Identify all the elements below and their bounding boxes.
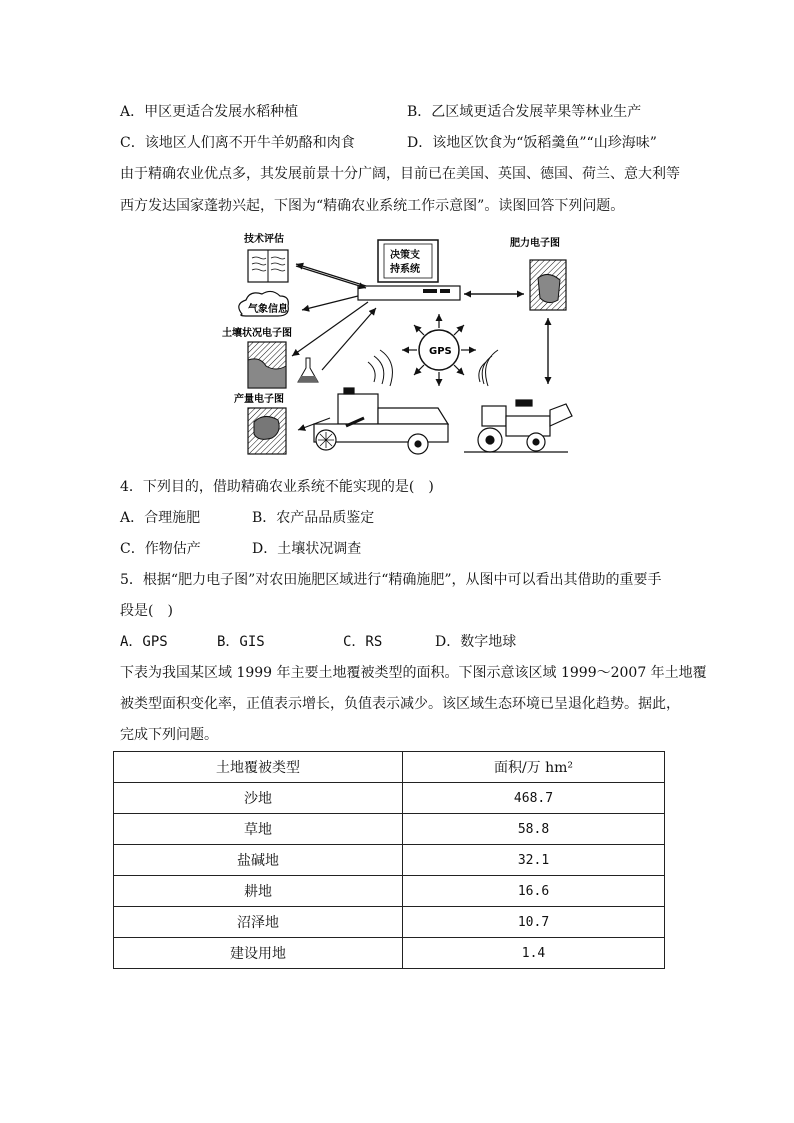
- table-row: [114, 876, 665, 907]
- table-row: [114, 845, 665, 876]
- land-type-cell: 耕地: [114, 876, 403, 907]
- area-cell: 16.6: [403, 876, 665, 907]
- decision-label-1: 决策支: [390, 250, 420, 261]
- q5-option-a: A．GPS: [120, 634, 168, 650]
- yield-map-label: 产量电子图: [234, 394, 284, 405]
- passage2-line3: 完成下列问题。: [120, 727, 218, 743]
- area-cell: 32.1: [403, 845, 665, 876]
- q4-option-d: D．土壤状况调查: [252, 541, 362, 557]
- gps-label: GPS: [429, 346, 452, 357]
- table-row: [114, 938, 665, 969]
- fertility-map-icon: [530, 260, 566, 310]
- q3-option-c: C．该地区人们离不开牛羊奶酪和肉食: [120, 135, 355, 151]
- q5-option-b: B．GIS: [217, 634, 265, 650]
- table-row: [114, 907, 665, 938]
- q3-option-b: B．乙区域更适合发展苹果等林业生产: [407, 104, 642, 120]
- q5-option-c: C．RS: [343, 634, 383, 650]
- q5-option-d: D．数字地球: [435, 634, 517, 650]
- land-type-cell: 建设用地: [114, 938, 403, 969]
- land-type-cell: 盐碱地: [114, 845, 403, 876]
- decision-label-2: 持系统: [390, 264, 420, 275]
- land-type-cell: 草地: [114, 814, 403, 845]
- passage1-line2: 西方发达国家蓬勃兴起，下图为“精确农业系统工作示意图”。读图回答下列问题。: [120, 198, 625, 214]
- area-cell: 58.8: [403, 814, 665, 845]
- book-icon: [248, 250, 288, 282]
- header-area: 面积/万 hm²: [403, 752, 665, 783]
- q4-stem: 4．下列目的，借助精确农业系统不能实现的是( ): [120, 479, 434, 495]
- weather-label: 气象信息: [248, 304, 288, 315]
- table-row: [114, 814, 665, 845]
- area-cell: 468.7: [403, 783, 665, 814]
- yield-map-icon: [248, 408, 286, 454]
- tech-eval-label: 技术评估: [244, 234, 284, 245]
- land-type-cell: 沙地: [114, 783, 403, 814]
- tractor-icon: [464, 400, 572, 452]
- area-cell: 1.4: [403, 938, 665, 969]
- soil-map-icon: [248, 342, 286, 388]
- header-land-type: 土地覆被类型: [114, 752, 403, 783]
- passage1-line1: 由于精确农业优点多，其发展前景十分广阔，目前已在美国、英国、德国、荷兰、意大利等: [120, 166, 680, 182]
- q4-option-c: C．作物估产: [120, 541, 201, 557]
- fert-map-label: 肥力电子图: [510, 238, 560, 249]
- q4-option-b: B．农产品品质鉴定: [252, 510, 375, 526]
- q4-option-a: A．合理施肥: [120, 510, 201, 526]
- land-cover-table: [113, 751, 665, 969]
- table-row: [114, 783, 665, 814]
- table-header-row: [114, 752, 665, 783]
- area-cell: 10.7: [403, 907, 665, 938]
- q3-option-d: D．该地区饮食为“饭稻羹鱼”“山珍海味”: [407, 135, 657, 151]
- harvester-icon: [314, 388, 448, 454]
- precision-agriculture-diagram: [218, 230, 588, 460]
- soil-map-label: 土壤状况电子图: [222, 328, 292, 339]
- q3-option-a: A．甲区更适合发展水稻种植: [120, 104, 299, 120]
- passage2-line1: 下表为我国某区域 1999 年主要土地覆被类型的面积。下图示意该区域 1999～2007 年土地覆: [120, 665, 707, 681]
- q5-stem-line1: 5．根据“肥力电子图”对农田施肥区域进行“精确施肥”，从图中可以看出其借助的重要手: [120, 572, 662, 588]
- flask-icon: [298, 358, 318, 382]
- passage2-line2: 被类型面积变化率，正值表示增长，负值表示减少。该区域生态环境已呈退化趋势。据此，: [120, 696, 680, 712]
- q5-stem-line2: 段是( ): [120, 603, 173, 619]
- land-type-cell: 沼泽地: [114, 907, 403, 938]
